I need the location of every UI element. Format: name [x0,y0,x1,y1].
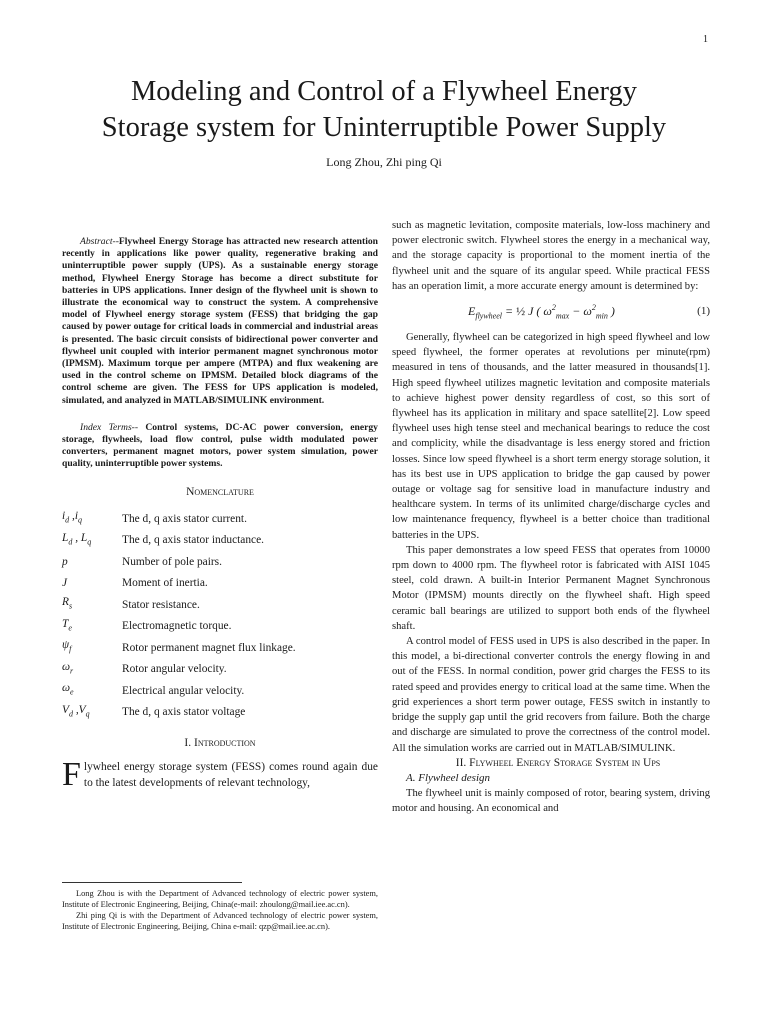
nomenclature-description: Stator resistance. [122,598,200,611]
title-line-1: Modeling and Control of a Flywheel Energy [130,76,638,107]
nomenclature-symbol: $\omega_e$ [62,682,74,697]
nomenclature-description: Rotor permanent magnet flux linkage. [122,641,296,654]
nomenclature-row [62,637,378,659]
nomenclature-symbol: $T_e$ [62,617,72,633]
nomenclature-row [62,572,378,594]
footnote-2: Zhi ping Qi is with the Department of Advanced technology of electric power system, Institute of Electronic Engineering, Beijing, China e-mail: qzp@mail.iee.ac.cn). [62,911,378,931]
nomenclature-list [62,508,378,723]
nomenclature-row [62,658,378,680]
nomenclature-description: The d, q axis stator inductance. [122,534,265,546]
nomenclature-symbol: p [62,555,68,568]
equation-number: (1) [697,305,710,318]
authors: Long Zhou, Zhi ping Qi [326,155,442,169]
abstract [62,236,378,407]
footnote-1: Long Zhou is with the Department of Advanced technology of electric power system, Institute of Electronic Engineering, Beijing, China(e-mail: zhoulong@mail.iee.ac.cn). [62,889,378,909]
right-paragraph-4: A control model of FESS used in UPS is also described in the paper. In this model, a bi-directional converter controls the energy flowing in and out of the FESS. In normal condition, power grid charges the FESS to its rated speed and provides energy to critical load at the same time. When the grid experiences a short term power outage, FESS switch in instantly to bridge the supply gap until the grid recovers from failure. Both the charge and discharge are simulated to prove the correctness of the control model. All the simulation works are carried out in MATLAB/SIMULINK. [392,636,710,754]
nomenclature-row [62,701,378,723]
nomenclature-heading: Nomenclature [186,485,254,498]
title-line-2: Storage system for Uninterruptible Power Supply [101,112,667,143]
nomenclature-description: The d, q axis stator current. [122,512,247,525]
nomenclature-symbol: $\psi_f$ [62,639,72,654]
nomenclature-row [62,529,378,551]
nomenclature-description: The d, q axis stator voltage [122,706,246,718]
footnotes [62,888,378,932]
nomenclature-symbol: J [62,577,68,589]
introduction-heading: I. Introduction [184,736,256,749]
right-paragraph-3: This paper demonstrates a low speed FESS that operates from 10000 rpm down to 4000 rpm. The flywheel rotor is fabricated with AISI 1045 steel, cold drawn. A built-in Interior Permanent Magnet Synchronous Motor (IPMSM) mounts directly on the flywheel shaft. High speed ceramic ball bearings are utilized to support both ends of the flywheel shaft. [392,544,710,632]
footnote-divider [62,882,242,883]
index-terms [62,422,378,471]
abstract-body: Flywheel Energy Storage has attracted new research attention recently in applications like power quality, regenerative braking and uninterruptible power supply (UPS). As a sustainable energy storage method, Flywheel Energy Storage has become a direct substitute for batteries in UPS applications. Inner design of the flywheel unit is shown to illustrate the economical way to construct the system. A comprehensive model of Flywheel energy storage system (FESS) that bridging the gap caused by power outage for critical loads in commercial and industrial areas is presented. The basic circuit consists of bidirectional power converter and flywheel unit coupled with interior permanent magnet synchronous motor (IPMSM). Maximum torque per ampere (MTPA) and flux weakening are used in the control scheme on IPMSM. Detailed block diagrams of the control scheme are given. The FESS for UPS application is modeled, simulated, and analyzed in MATLAB/SIMULINK environment. [62,236,378,406]
nomenclature-row [62,551,378,573]
right-paragraph-2: Generally, flywheel can be categorized in high speed flywheel and low speed flywheel, the former operates at revolutions per minute(rpm) measured in tens of thousands, and the latter measured in thousands[1]. High speed flywheel utilizes magnetic levitation and composite materials to achieve highest power density regardless of cost, so this sort of flywheel has its application in military and space satellite[2]. Low speed flywheel uses high tense steel and mechanical bearings to reduce the cost and complicity, while the disadvantage is less energy stored and friction losses. Since low speed flywheel is a short term energy storage solution, it has its best use in UPS application to bridge the gap caused by power outage or voltage sag for sensitive load in manufacture industry and healthcare system. In terms of its unlimited charge/discharge cycles and low maintenance frequency, flywheel is a better choice than traditional batteries in the UPS. [392,332,710,541]
equation-formula: $E_{flywheel}$ = ½ J ( $\omega^2_{max} - \omega^2_{min}$ ) [468,303,615,321]
right-paragraph-5: The flywheel unit is mainly composed of rotor, bearing system, driving motor and housing. An economical and [392,788,710,815]
right-column [392,218,710,817]
nomenclature-description: Number of pole pairs. [122,555,222,568]
section-2-heading: II. Flywheel Energy Storage System in Ups [455,756,661,769]
right-paragraph-1: such as magnetic levitation, composite materials, low-loss machinery and power electronic switch. Flywheel stores the energy in a mechanical way, and the storage capacity is proportional to the moment inertia of the flywheel unit and the square of its angular speed. While practical FESS has an operation limit, a more accurate energy amount is determined by: [392,220,710,292]
page-number: 1 [703,34,708,45]
introduction-paragraph [62,756,378,794]
nomenclature-description: Electromagnetic torque. [122,620,232,632]
nomenclature-symbol: $i_d$ $,i_q$ [62,510,83,525]
nomenclature-row [62,615,378,637]
left-column [62,236,378,794]
introduction-text: lywheel energy storage system (FESS) comes round again due to the latest developments of relevant technology, [83,761,378,790]
nomenclature-description: Rotor angular velocity. [122,663,227,675]
index-terms-lead: Index Terms-- [80,421,146,433]
equation-1 [392,297,710,327]
nomenclature-row [62,594,378,616]
nomenclature-row [62,508,378,530]
drop-cap: F [62,756,81,794]
nomenclature-description: Moment of inertia. [122,577,208,589]
nomenclature-description: Electrical angular velocity. [122,684,245,697]
nomenclature-row [62,680,378,702]
nomenclature-symbol: $V_d$ $,V_q$ [62,703,90,719]
nomenclature-symbol: $\omega_r$ [62,660,74,676]
subsection-a-heading: A. Flywheel design [406,771,491,784]
nomenclature-symbol: $L_d$ , $L_q$ [62,531,92,547]
abstract-lead: Abstract-- [80,236,119,247]
paper-title [40,74,728,146]
index-terms-body: Control systems, DC-AC power conversion, energy storage, flywheels, load flow control, pulse width modulated power converters, permanent magnet motors, power system simulation, power quality, uninterruptible power systems. [62,421,378,470]
nomenclature-symbol: $R_s$ [62,596,73,611]
